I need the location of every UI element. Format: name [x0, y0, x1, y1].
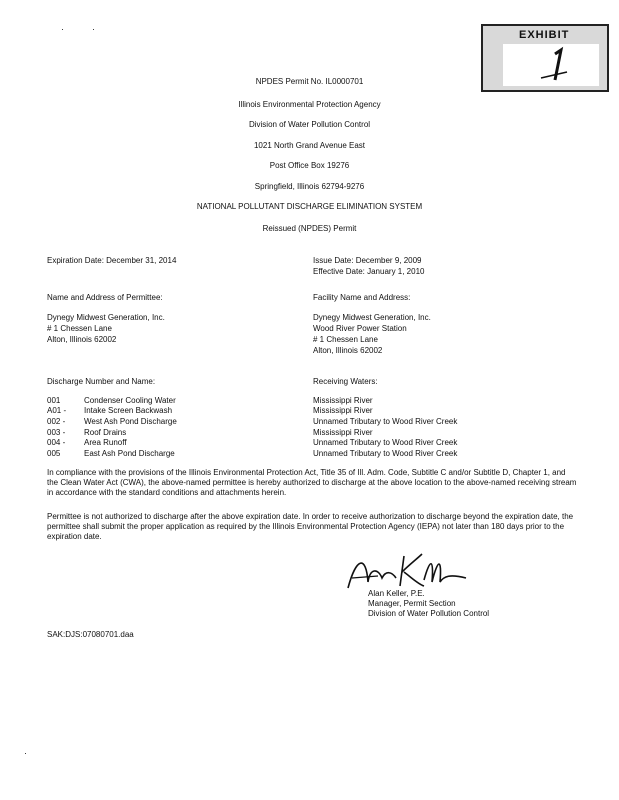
street-address: 1021 North Grand Avenue East — [253, 141, 366, 150]
scan-speck: · — [24, 748, 27, 758]
permit-number: NPDES Permit No. IL0000701 — [255, 77, 364, 86]
facility-heading: Facility Name and Address: — [313, 293, 411, 302]
outfall-name: Roof Drains — [84, 428, 127, 437]
signatory-title: Manager, Permit Section — [368, 599, 456, 608]
outfall-name: East Ash Pond Discharge — [84, 449, 175, 458]
facility-line: # 1 Chessen Lane — [313, 335, 378, 344]
receiving-water: Unnamed Tributary to Wood River Creek — [313, 438, 458, 447]
outfall-name: West Ash Pond Discharge — [84, 417, 177, 426]
agency-name: Illinois Environmental Protection Agency — [238, 100, 381, 109]
outfall-name: Condenser Cooling Water — [84, 396, 176, 405]
scan-speck: · — [92, 24, 95, 34]
outfall-code: 003 - — [47, 428, 66, 437]
outfall-name: Area Runoff — [84, 438, 127, 447]
expiration-paragraph: Permittee is not authorized to discharge after the above expiration date. In order to receive authorization to discharge beyond the expiration date, the permittee shall submit the proper application as required by the Illinois Environmental Protection Agency (IEPA) not later than 180 days prior to the expiration date. — [47, 512, 574, 541]
outfall-code: 004 - — [47, 438, 66, 447]
receiving-water: Mississippi River — [313, 428, 373, 437]
permittee-heading: Name and Address of Permittee: — [47, 293, 163, 302]
discharge-heading: Discharge Number and Name: — [47, 377, 156, 386]
city-state-zip: Springfield, Illinois 62794-9276 — [254, 182, 365, 191]
outfall-code: 002 - — [47, 417, 66, 426]
receiving-water: Unnamed Tributary to Wood River Creek — [313, 449, 458, 458]
receiving-water: Mississippi River — [313, 406, 373, 415]
outfall-name: Intake Screen Backwash — [84, 406, 173, 415]
outfall-code: 005 — [47, 449, 61, 458]
receiving-waters-heading: Receiving Waters: — [313, 377, 378, 386]
system-title: NATIONAL POLLUTANT DISCHARGE ELIMINATION SYSTEM — [196, 202, 423, 211]
division-name: Division of Water Pollution Control — [248, 120, 371, 129]
receiving-water: Unnamed Tributary to Wood River Creek — [313, 417, 458, 426]
scan-speck: · — [61, 24, 64, 34]
file-reference: SAK:DJS:07080701.daa — [47, 630, 134, 639]
facility-line: Alton, Illinois 62002 — [313, 346, 383, 355]
signatory-division: Division of Water Pollution Control — [368, 609, 490, 618]
compliance-paragraph: In compliance with the provisions of the Illinois Environmental Protection Act, Title 35 of Ill. Adm. Code, Subtitle C and/or Subtitle D, Chapter 1, and the Clean Water Act (CWA), the above-named permittee is hereby authorized to discharge at the above location to the above-named receiving stream in accordance with the standard conditions and attachments herein. — [47, 468, 577, 497]
outfall-code: 001 — [47, 396, 61, 405]
permit-type: Reissued (NPDES) Permit — [262, 224, 357, 233]
po-box: Post Office Box 19276 — [269, 161, 350, 170]
receiving-water: Mississippi River — [313, 396, 373, 405]
expiration-date: Expiration Date: December 31, 2014 — [47, 256, 177, 265]
outfall-code: A01 - — [47, 406, 67, 415]
facility-line: Wood River Power Station — [313, 324, 407, 333]
permittee-line: Dynegy Midwest Generation, Inc. — [47, 313, 165, 322]
permittee-line: # 1 Chessen Lane — [47, 324, 112, 333]
issue-date: Issue Date: December 9, 2009 — [313, 256, 422, 265]
facility-line: Dynegy Midwest Generation, Inc. — [313, 313, 431, 322]
effective-date: Effective Date: January 1, 2010 — [313, 267, 425, 276]
exhibit-stamp-label: EXHIBIT — [519, 29, 570, 41]
signatory-name: Alan Keller, P.E. — [368, 589, 425, 598]
permittee-line: Alton, Illinois 62002 — [47, 335, 117, 344]
